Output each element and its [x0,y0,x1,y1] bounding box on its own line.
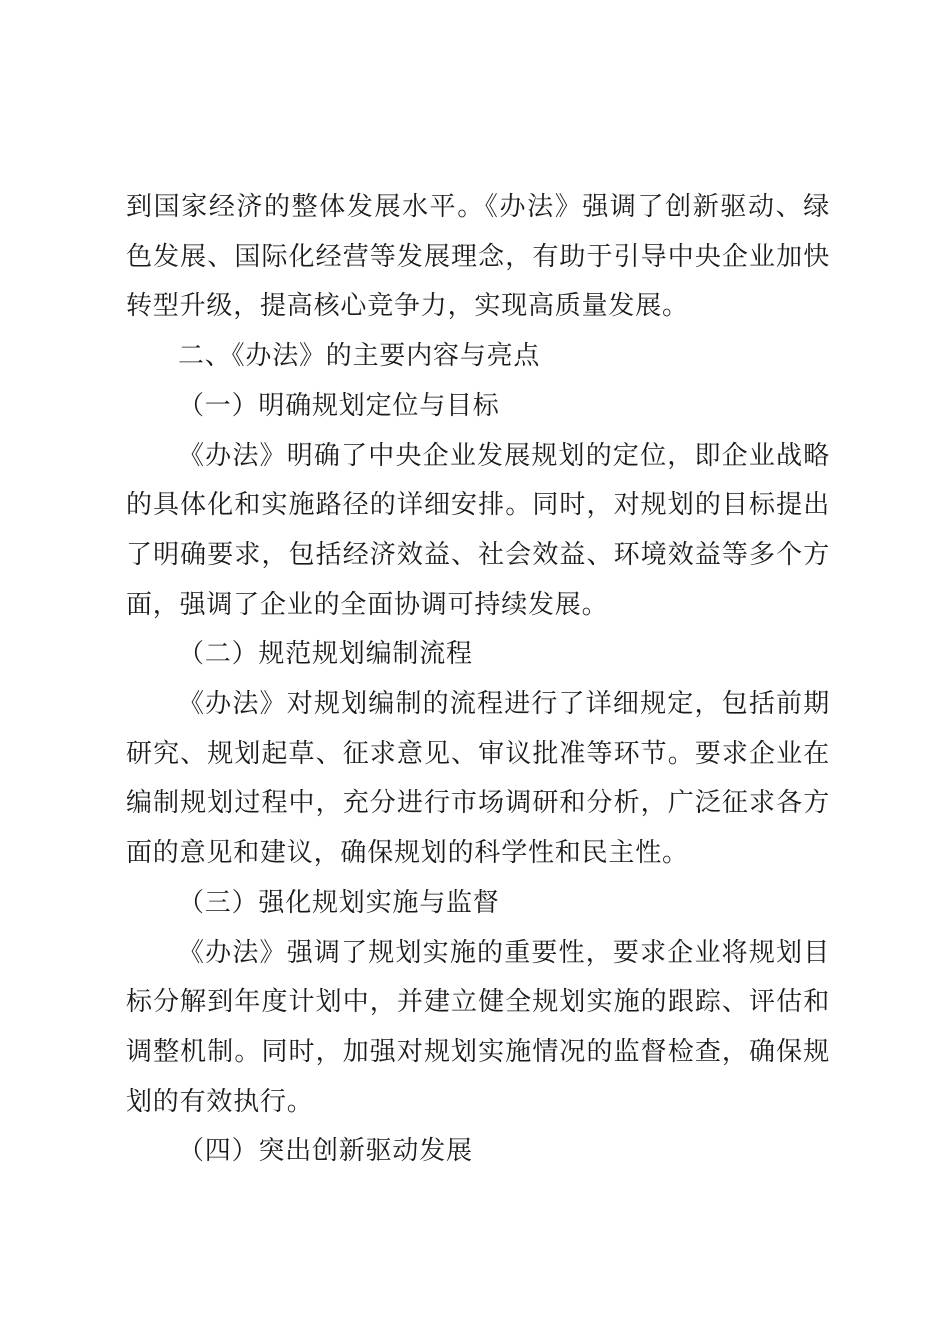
paragraph: 《办法》强调了规划实施的重要性，要求企业将规划目标分解到年度计划中，并建立健全规划实施的跟踪、评估和调整机制。同时，加强对规划实施情况的监督检查，确保规划的有效执行。 [126,937,830,1117]
subsection-heading-4: （四）突出创新驱动发展 [178,1136,473,1167]
document-body [126,183,830,1177]
section-heading: 二、《办法》的主要内容与亮点 [178,341,541,372]
paragraph: 《办法》对规划编制的流程进行了详细规定，包括前期研究、规划起草、征求意见、审议批准等环节。要求企业在编制规划过程中，充分进行市场调研和分析，广泛征求各方面的意见和建议，确保规划的科学性和民主性。 [126,689,830,869]
paragraph-continuation: 到国家经济的整体发展水平。《办法》强调了创新驱动、绿色发展、国际化经营等发展理念，有助于引导中央企业加快转型升级，提高核心竞争力，实现高质量发展。 [126,192,830,322]
paragraph: 《办法》明确了中央企业发展规划的定位，即企业战略的具体化和实施路径的详细安排。同时，对规划的目标提出了明确要求，包括经济效益、社会效益、环境效益等多个方面，强调了企业的全面协调可持续发展。 [126,440,830,620]
subsection-heading-3: （三）强化规划实施与监督 [178,887,500,918]
subsection-heading-2: （二）规范规划编制流程 [178,639,473,670]
subsection-heading-1: （一）明确规划定位与目标 [178,390,500,421]
